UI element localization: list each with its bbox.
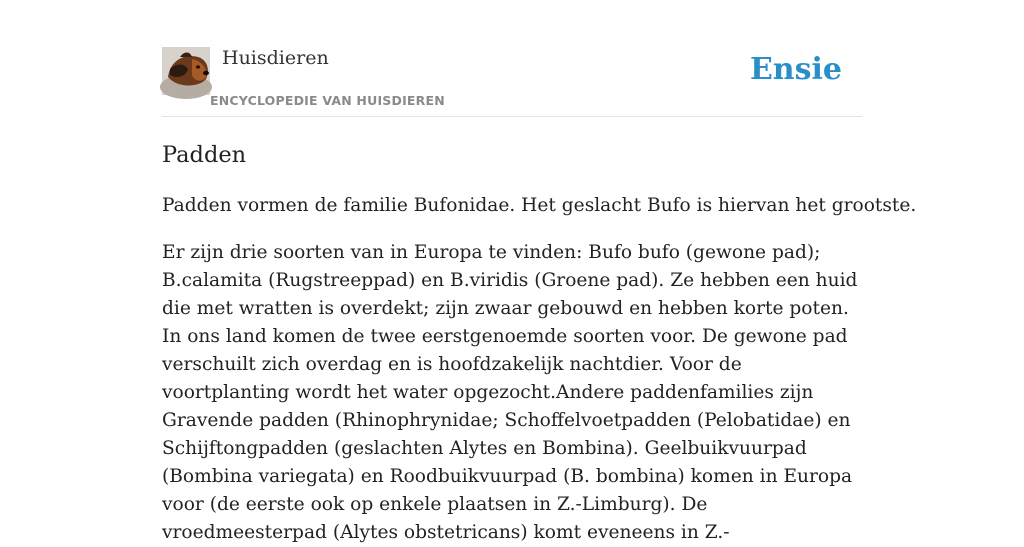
article-title: Padden <box>162 142 247 168</box>
site-name[interactable]: Huisdieren <box>222 47 329 69</box>
site-avatar[interactable] <box>162 47 210 95</box>
article <box>162 139 917 547</box>
site-header <box>162 44 862 117</box>
dog-photo-avatar-icon <box>162 47 210 95</box>
article-paragraph: Padden vormen de familie Bufonidae. Het geslacht Bufo is hiervan het grootste. <box>162 195 917 216</box>
brand-logo-link[interactable]: Ensie <box>749 52 842 87</box>
site-subtitle: ENCYCLOPEDIE VAN HUISDIEREN <box>210 93 445 108</box>
article-paragraph: Er zijn drie soorten van in Europa te vinden: Bufo bufo (gewone pad); B.calamita (Rugstreeppad) en B.viridis (Groene pad). Ze hebben een huid die met wratten is overdekt; zijn zwaar gebouwd en hebben korte poten. In ons land komen de twee eerstgenoemde soorten voor. De gewone pad verschuilt zich overdag en is hoofdzakelijk nachtdier. Voor de voortplanting wordt het water opgezocht.Andere paddenfamilies zijn Gravende padden (Rhinophrynidae; Schoffelvoetpadden (Pelobatidae) en Schijftongpadden (geslachten Alytes en Bombina). Geelbuikvuurpad (Bombina variegata) en Roodbuikvuurpad (B. bombina) komen in Europa voor (de eerste ook op enkele plaatsen in Z.-Limburg). De vroedmeesterpad (Alytes obstetricans) komt eveneens in Z.- <box>162 242 858 543</box>
